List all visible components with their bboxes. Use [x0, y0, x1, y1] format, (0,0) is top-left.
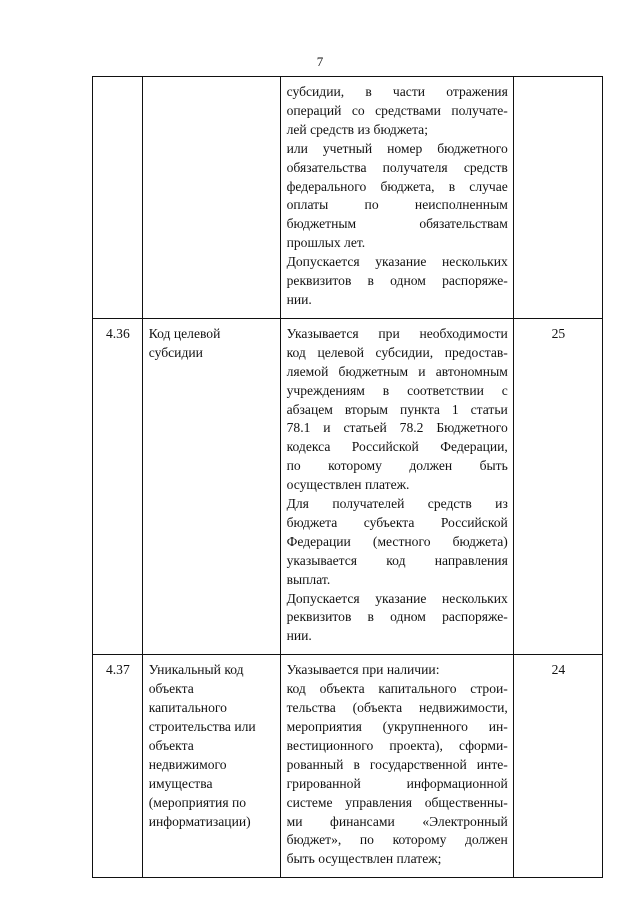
row-number-cell: 4.36: [93, 318, 143, 654]
description-line: код целевой субсидии, предостав-: [286, 344, 508, 360]
requisite-name-line: Уникальный код: [148, 662, 244, 678]
field-position-cell: [513, 77, 602, 319]
requisite-name-line: строительства или: [148, 719, 256, 734]
description-line: операций со средствами получате-: [286, 102, 508, 118]
requisite-name-line: информатизации): [148, 813, 251, 829]
description-line: Федерации (местного бюджета): [286, 533, 508, 549]
description-line: быть осуществлен платеж;: [286, 851, 442, 867]
requisite-name-line: Код целевой: [148, 325, 221, 341]
description-line: нии.: [286, 628, 312, 644]
requisite-name-cell: [142, 655, 280, 878]
description-line: код объекта капитального строи-: [286, 681, 508, 697]
description-line: оплаты по неисполненным: [286, 197, 508, 213]
description-line: мероприятия (укрупненного ин-: [286, 719, 508, 734]
requisite-name-line: объекта: [148, 737, 194, 753]
description-line: выплат.: [286, 571, 331, 587]
description-line: или учетный номер бюджетного: [286, 140, 508, 156]
requisite-name-line: имущества: [148, 775, 213, 791]
description-line: Допускается указание нескольких: [286, 254, 508, 270]
description-line: системе управления общественны-: [286, 794, 508, 810]
requisite-description-cell: [280, 318, 513, 654]
requisite-name-cell: [142, 77, 280, 319]
description-line: рованный в государственной инте-: [286, 756, 508, 772]
description-line: по которому должен быть: [286, 458, 508, 474]
table-row: [93, 655, 603, 878]
description-line: прошлых лет.: [286, 235, 366, 251]
description-line: грированной информационной: [286, 775, 508, 791]
description-line: Для получателей средств из: [286, 496, 508, 512]
description-line: Допускается указание нескольких: [286, 590, 508, 606]
table-row: [93, 318, 603, 654]
requisite-description-cell: [280, 655, 513, 878]
field-position-cell: 24: [513, 655, 602, 878]
description-line: вестиционного проекта), сформи-: [286, 737, 508, 753]
requisite-name-line: (мероприятия по: [148, 794, 247, 810]
description-line: абзацем вторым пункта 1 статьи: [286, 401, 508, 417]
table-row: [93, 77, 603, 319]
description-line: нии.: [286, 291, 312, 307]
requisites-table: [92, 76, 603, 878]
row-number-cell: 4.37: [93, 655, 143, 878]
requisite-name-line: недвижимого: [148, 756, 227, 772]
description-line: реквизитов в одном распоряже-: [286, 273, 508, 289]
description-line: Указывается при необходимости: [286, 325, 508, 341]
description-line: учреждениям в соответствии с: [286, 382, 508, 398]
requisite-name-cell: [142, 318, 280, 654]
description-line: ми финансами «Электронный: [286, 813, 508, 829]
page-number: 7: [316, 54, 324, 69]
description-line: кодекса Российской Федерации,: [286, 439, 508, 455]
description-line: 78.1 и статьей 78.2 Бюджетного: [286, 420, 508, 436]
description-line: бюджетным обязательствам: [286, 216, 508, 232]
table-body: [93, 77, 603, 878]
description-line: обязательства получателя средств: [286, 159, 508, 175]
requisite-name-line: субсидии: [148, 344, 203, 360]
field-position-cell: 25: [513, 318, 602, 654]
description-line: бюджет», по которому должен: [286, 832, 508, 848]
description-line: лей средств из бюджета;: [286, 121, 428, 137]
description-line: субсидии, в части отражения: [286, 84, 508, 99]
description-line: бюджета субъекта Российской: [286, 514, 508, 530]
description-line: ляемой бюджетным и автономным: [286, 363, 508, 379]
description-line: указывается код направления: [286, 552, 508, 568]
requisite-name-line: капитального: [148, 700, 227, 716]
requisite-name-line: объекта: [148, 681, 194, 697]
description-line: тельства (объекта недвижимости,: [286, 700, 508, 716]
description-line: федерального бюджета, в случае: [286, 178, 508, 194]
description-line: осуществлен платеж.: [286, 477, 410, 493]
row-number-cell: [93, 77, 143, 319]
requisite-description-cell: [280, 77, 513, 319]
description-line: реквизитов в одном распоряже-: [286, 609, 508, 625]
description-line: Указывается при наличии:: [286, 662, 440, 678]
